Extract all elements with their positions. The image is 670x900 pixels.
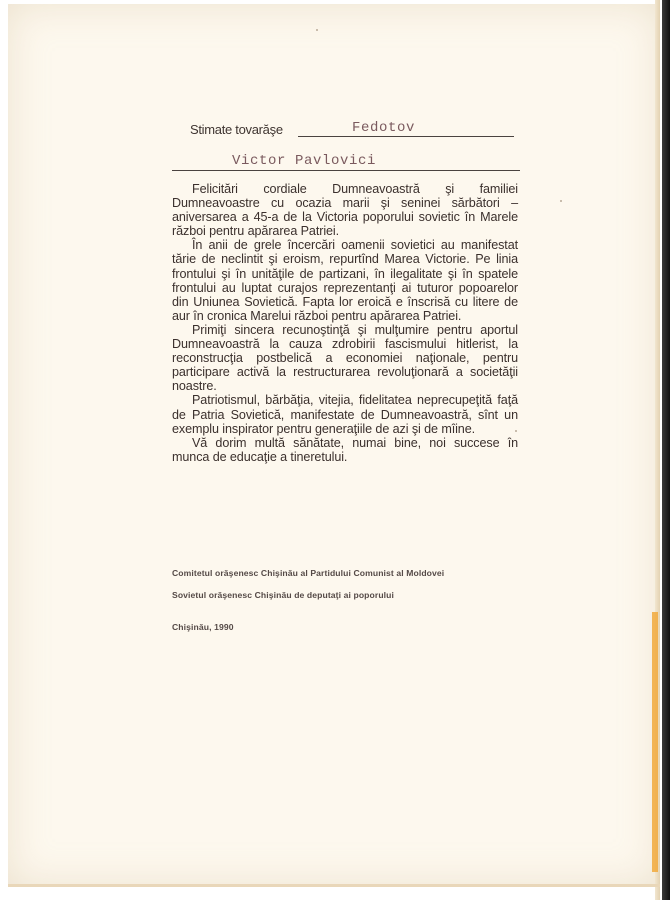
- paragraph-patriotism: Patriotismul, bărbăţia, vitejia, fidelitatea neprecupeţită faţă de Patria Sovietică, manifestate de Dumneavoastră, sînt un exemplu inspirator pentru generaţiile de azi şi de mîine.: [172, 393, 518, 436]
- paragraph-war-years: În anii de grele încercări oamenii sovietici au manifestat tărie de neclintit şi eroism, repurtînd Marea Victorie. Pe linia frontului şi în unităţile de partizani, în ilegalitate şi în spatele frontului au luptat curajos reprezentanţi ai tuturor popoarelor din Uniunea Sovietică. Fapta lor eroică e înscrisă cu litere de aur în cronica Marelui război pentru apărarea Patriei.: [172, 238, 518, 323]
- signatory-soviet: Sovietul orăşenesc Chişinău de deputaţi ai poporului: [172, 590, 394, 600]
- recipient-given-names: Victor Pavlovici: [232, 153, 377, 169]
- paragraph-wishes: Vă dorim multă sănătate, numai bine, noi succese în munca de educaţie a tineretului.: [172, 435, 518, 464]
- salutation-line: [190, 118, 520, 142]
- letter-body: [172, 182, 518, 464]
- signatory-committee: Comitetul orăşenesc Chişinău al Partidului Comunist al Moldovei: [172, 568, 445, 578]
- paragraph-gratitude: Primiţi sincera recunoştinţă şi mulţumire pentru aportul Dumneavoastră la cauza zdrobirii fascismului hitlerist, la reconstrucţia postbelică a economiei naţionale, pentru participare activă la restructurarea revoluţionară a societăţii noastre.: [172, 322, 518, 394]
- paper-edge-orange-stain: [652, 612, 658, 872]
- recipient-surname: Fedotov: [352, 120, 416, 136]
- recipient-name-line: [172, 150, 520, 174]
- salutation-underline: [298, 136, 514, 137]
- salutation-label: Stimate tovarăşe: [190, 122, 283, 137]
- paper-edge-bottom: [8, 884, 660, 887]
- recipient-name-underline: [172, 170, 520, 171]
- scan-border-dark: [662, 0, 670, 900]
- paper-speck: [560, 200, 562, 202]
- paragraph-congratulations: Felicitări cordiale Dumneavoastră şi familiei Dumneavoastre cu ocazia marii şi seninei sărbători – aniversarea a 45-a de la Victoria poporului sovietic în Marele război pentru apărarea Patriei.: [172, 182, 518, 239]
- paper-speck: [316, 29, 318, 31]
- place-date: Chişinău, 1990: [172, 622, 234, 632]
